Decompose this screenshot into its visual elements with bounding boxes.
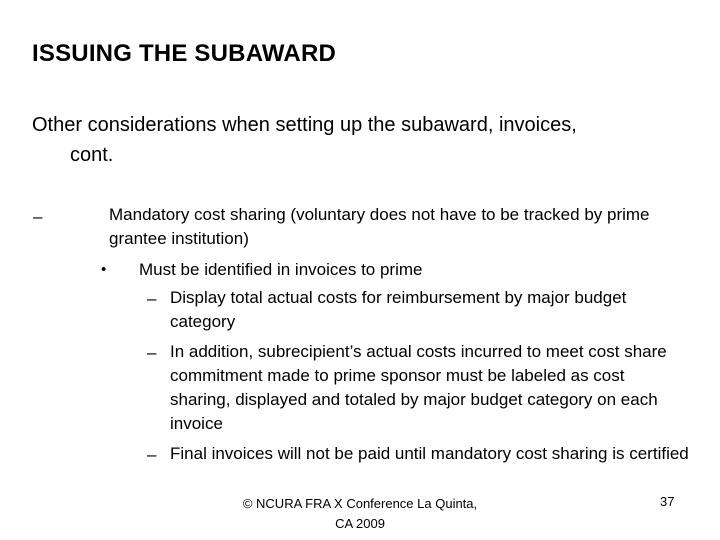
dash-marker: – bbox=[147, 289, 157, 308]
level3-item-1: Display total actual costs for reimbursement by major budget category bbox=[170, 288, 627, 331]
page-number: 37 bbox=[660, 494, 675, 509]
page-title: ISSUING THE SUBAWARD bbox=[32, 40, 337, 67]
level3-item-2: In addition, subrecipient’s actual costs incurred to meet cost share commitment made to prime sponsor must be labeled as cost sharing, displayed and totaled by major budget category on each invoice bbox=[170, 342, 667, 433]
intro-line-1: Other considerations when setting up the subaward, invoices, bbox=[32, 114, 577, 136]
dash-marker: – bbox=[147, 343, 157, 362]
footer-text: © NCURA FRA X Conference La Quinta, CA 2009 bbox=[242, 496, 478, 531]
intro-line-2: cont. bbox=[70, 144, 114, 166]
level2-text: Must be identified in invoices to prime bbox=[139, 260, 423, 279]
intro-text bbox=[32, 110, 702, 170]
dash-marker: – bbox=[147, 445, 157, 464]
bullet-icon: • bbox=[101, 261, 107, 278]
dash-marker: – bbox=[33, 207, 43, 226]
level3-item-3: Final invoices will not be paid until mandatory cost sharing is certified bbox=[170, 444, 689, 463]
level1-text: Mandatory cost sharing (voluntary does not have to be tracked by prime grantee institution) bbox=[109, 205, 650, 248]
